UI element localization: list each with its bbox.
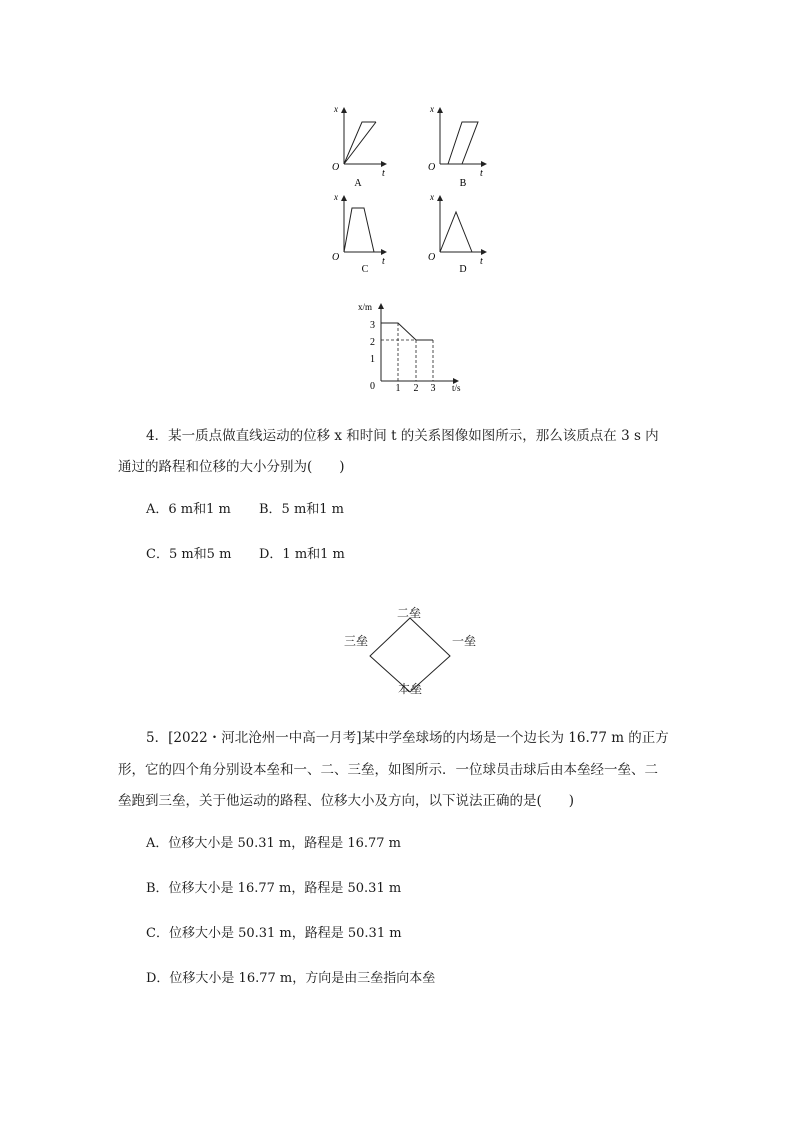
q4-graph-xlabel: t/s: [452, 383, 461, 393]
q4-graph-origin: 0: [370, 381, 375, 392]
graph-a-x-label: x: [334, 104, 338, 114]
q4-graph-y-tick-2: 2: [370, 337, 375, 348]
q5-stem-line-3: 垒跑到三垒，关于他运动的路程、位移大小及方向，以下说法正确的是( ): [118, 793, 575, 809]
graph-a-origin: O: [332, 162, 340, 173]
q4-graph-x-tick-2: 2: [413, 383, 419, 394]
graph-d-label: D: [459, 264, 467, 275]
graph-a-t-label: t: [382, 168, 385, 179]
home-plate-label: 本垒: [398, 682, 423, 696]
q4-option-b: B．5 m和1 m: [259, 502, 345, 517]
q4-option-a: A．6 m和1 m: [146, 502, 231, 517]
graph-c-origin: O: [332, 252, 340, 263]
graph-a: [332, 104, 386, 189]
graph-c-label: C: [361, 264, 369, 275]
q4-stem-line-2: 通过的路程和位移的大小分别为( ): [118, 459, 345, 475]
q4-option-d: D．1 m和1 m: [259, 547, 345, 562]
q5-option-c: C．位移大小是 50.31 m，路程是 50.31 m: [146, 926, 402, 941]
graph-b-t-label: t: [480, 168, 483, 179]
graph-b: [428, 104, 486, 189]
graph-d-t-label: t: [480, 256, 483, 267]
graph-a-label: A: [354, 178, 362, 189]
xt-graphs-figure: [320, 100, 500, 280]
q4-xt-graph: [358, 298, 474, 394]
graph-c: [332, 192, 386, 275]
q4-graph-y-tick-1: 1: [370, 354, 375, 365]
graph-b-label: B: [459, 178, 467, 189]
q4-graph-x-tick-3: 3: [430, 383, 436, 394]
q5-option-d: D．位移大小是 16.77 m，方向是由三垒指向本垒: [146, 971, 436, 986]
q5-stem-line-2: 形，它的四个角分别设本垒和一、二、三垒，如图所示．一位球员击球后由本垒经一垒、二: [118, 762, 658, 778]
third-base-label: 三垒: [344, 634, 369, 648]
q4-option-c: C．5 m和5 m: [146, 547, 232, 562]
q4-stem-line-1: 4．某一质点做直线运动的位移 x 和时间 t 的关系图像如图所示，那么该质点在 3 s 内: [146, 428, 659, 444]
graph-b-origin: O: [428, 162, 436, 173]
q5-stem-line-1: 5．[2022・河北沧州一中高一月考]某中学垒球场的内场是一个边长为 16.77 m 的正方: [146, 730, 669, 746]
q5-option-b: B．位移大小是 16.77 m，路程是 50.31 m: [146, 881, 402, 896]
q4-graph-x-tick-1: 1: [395, 383, 401, 394]
q4-graph-y-tick-3: 3: [370, 320, 375, 331]
q4-graph-ylabel: x/m: [358, 302, 373, 312]
graph-b-x-label: x: [430, 104, 434, 114]
graph-c-x-label: x: [334, 192, 338, 202]
graph-d-origin: O: [428, 252, 436, 263]
graph-d-x-label: x: [430, 192, 434, 202]
second-base-label: 二垒: [397, 606, 422, 620]
q5-option-a: A．位移大小是 50.31 m，路程是 16.77 m: [146, 836, 402, 851]
graph-c-t-label: t: [382, 256, 385, 267]
first-base-label: 一垒: [452, 634, 477, 648]
graph-d: [428, 192, 486, 275]
